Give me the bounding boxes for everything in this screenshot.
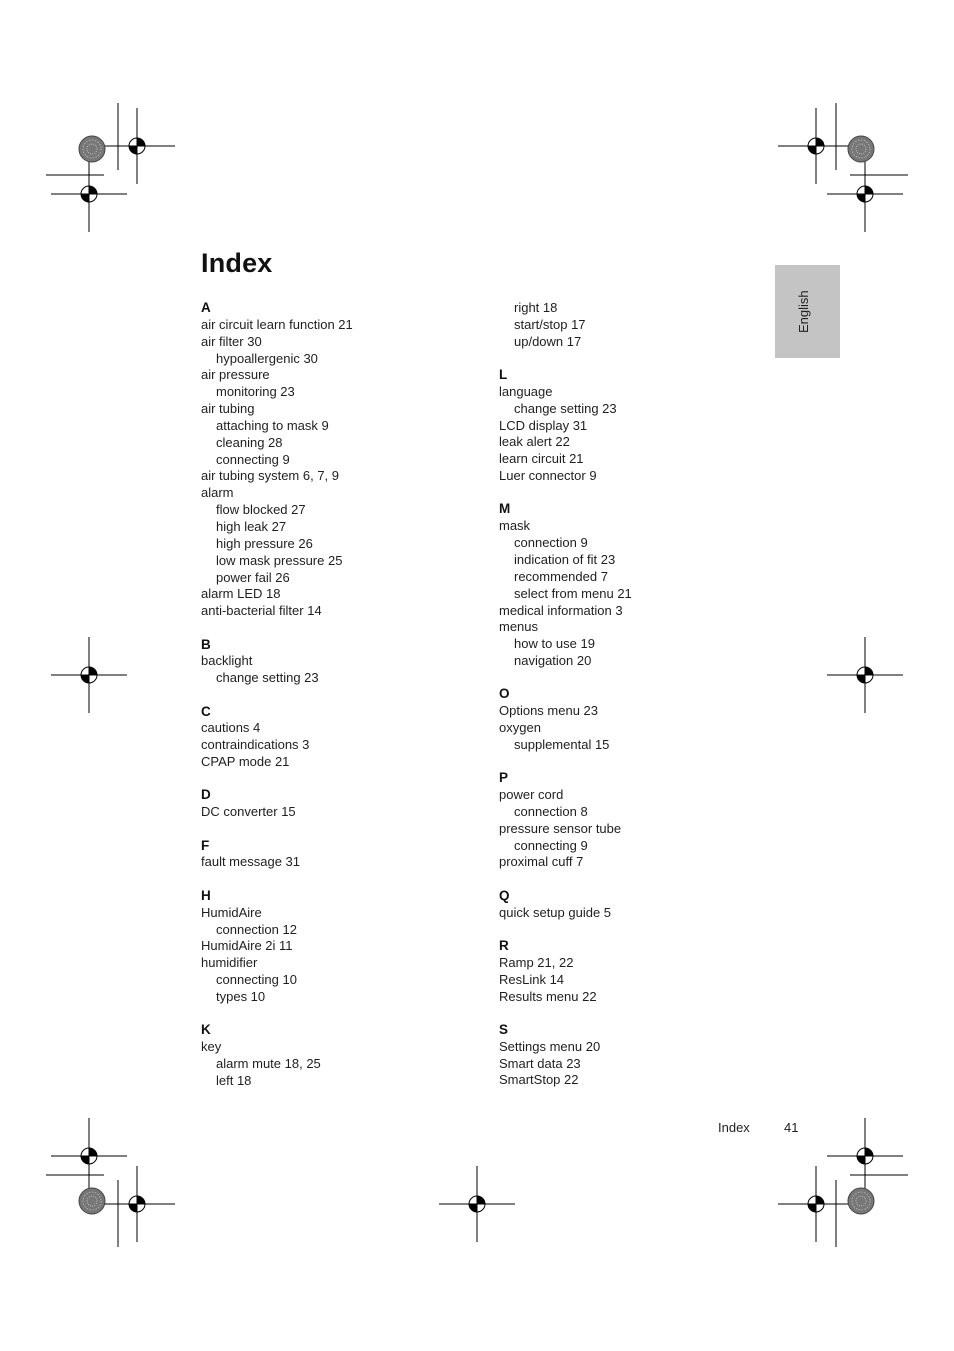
- index-entry: air pressure: [201, 367, 270, 383]
- index-subentry: start/stop 17: [514, 316, 586, 332]
- index-entry: humidifier: [201, 955, 258, 971]
- registration-mark: [827, 156, 903, 232]
- index-letter-heading: O: [499, 686, 510, 702]
- color-target-icon: [79, 136, 105, 162]
- color-target-icon: [79, 1188, 105, 1214]
- index-entry: power cord: [499, 787, 564, 803]
- registration-mark: [51, 1118, 127, 1194]
- index-entry: Results menu 22: [499, 988, 597, 1004]
- section-spacer: [201, 771, 471, 788]
- index-entry: leak alert 22: [499, 434, 570, 450]
- index-entry: oxygen: [499, 720, 541, 736]
- index-entry: proximal cuff 7: [499, 854, 584, 870]
- index-letter-heading: S: [499, 1021, 509, 1037]
- section-spacer: [201, 1006, 471, 1023]
- index-entry: air filter 30: [201, 333, 262, 349]
- index-letter-heading: D: [201, 787, 211, 803]
- section-spacer: [499, 485, 769, 502]
- index-entry: CPAP mode 21: [201, 754, 290, 770]
- index-subentry: connecting 10: [216, 972, 297, 988]
- index-entry: menus: [499, 619, 539, 635]
- registration-mark: [51, 637, 127, 713]
- index-subentry: connection 9: [514, 535, 588, 551]
- index-subentry: connection 12: [216, 921, 297, 937]
- index-entry: HumidAire: [201, 904, 262, 920]
- index-entry: Settings menu 20: [499, 1038, 601, 1054]
- section-spacer: [201, 871, 471, 888]
- index-subentry: hypoallergenic 30: [216, 350, 318, 366]
- index-entry: learn circuit 21: [499, 451, 584, 467]
- index-letter-heading: R: [499, 938, 509, 953]
- index-subentry: low mask pressure 25: [216, 552, 343, 568]
- index-subentry: indication of fit 23: [514, 551, 616, 567]
- index-letter-heading: F: [201, 837, 210, 853]
- color-target-icon: [848, 1188, 874, 1214]
- registration-mark: [778, 108, 854, 184]
- index-subentry: power fail 26: [216, 569, 290, 585]
- index-entry: HumidAire 2i 11: [201, 938, 293, 954]
- index-letter-heading: Q: [499, 887, 510, 903]
- index-entry: fault message 31: [201, 854, 301, 870]
- index-entry: air tubing: [201, 401, 255, 417]
- index-entry: anti-bacterial filter 14: [201, 603, 322, 619]
- index-subentry: connecting 9: [216, 451, 290, 467]
- registration-mark: [827, 637, 903, 713]
- index-letter-heading: H: [201, 887, 211, 903]
- section-spacer: [499, 871, 769, 888]
- index-letter-heading: A: [201, 300, 211, 315]
- index-subentry: monitoring 23: [216, 384, 295, 400]
- index-column-left: [201, 300, 471, 1090]
- index-entry: medical information 3: [499, 602, 623, 618]
- index-entry: Ramp 21, 22: [499, 954, 574, 970]
- index-entry: mask: [499, 518, 531, 534]
- index-subentry: supplemental 15: [514, 736, 610, 752]
- index-entry: Luer connector 9: [499, 468, 597, 484]
- index-letter-heading: K: [201, 1022, 211, 1038]
- registration-mark: [99, 1166, 175, 1242]
- index-entry: air circuit learn function 21: [201, 316, 353, 332]
- index-letter-heading: B: [201, 636, 211, 652]
- index-subentry: attaching to mask 9: [216, 417, 329, 433]
- language-tab-label: English: [796, 290, 811, 333]
- footer-section-label: Index: [718, 1120, 750, 1135]
- page-title: Index: [201, 248, 273, 278]
- section-spacer: [201, 821, 471, 838]
- index-entry: cautions 4: [201, 720, 261, 736]
- index-subentry: right 18: [514, 300, 558, 315]
- index-entry: quick setup guide 5: [499, 904, 612, 920]
- index-entry: backlight: [201, 653, 253, 669]
- index-entry: DC converter 15: [201, 804, 296, 820]
- registration-mark: [827, 1118, 903, 1194]
- index-entry: key: [201, 1039, 222, 1055]
- index-entry: alarm: [201, 485, 234, 501]
- index-letter-heading: P: [499, 770, 509, 786]
- index-entry: Smart data 23: [499, 1055, 581, 1071]
- index-subentry: high pressure 26: [216, 535, 313, 551]
- index-entry: alarm LED 18: [201, 586, 281, 602]
- index-subentry: navigation 20: [514, 653, 592, 669]
- section-spacer: [499, 670, 769, 687]
- index-subentry: high leak 27: [216, 518, 287, 534]
- registration-mark: [778, 1166, 854, 1242]
- section-spacer: [499, 351, 769, 368]
- index-entry: air tubing system 6, 7, 9: [201, 468, 340, 484]
- section-spacer: [499, 922, 769, 939]
- index-subentry: change setting 23: [216, 670, 319, 686]
- index-subentry: up/down 17: [514, 333, 582, 349]
- index-subentry: types 10: [216, 988, 266, 1004]
- section-spacer: [201, 620, 471, 637]
- index-subentry: select from menu 21: [514, 585, 632, 601]
- index-subentry: how to use 19: [514, 636, 595, 652]
- index-entry: ResLink 14: [499, 971, 565, 987]
- index-subentry: flow blocked 27: [216, 502, 306, 518]
- section-spacer: [499, 1005, 769, 1022]
- index-entry: SmartStop 22: [499, 1072, 579, 1088]
- index-subentry: change setting 23: [514, 400, 617, 416]
- index-subentry: alarm mute 18, 25: [216, 1055, 321, 1071]
- index-column-right: [499, 300, 769, 1089]
- index-subentry: cleaning 28: [216, 434, 283, 450]
- index-subentry: recommended 7: [514, 568, 608, 584]
- index-entry: pressure sensor tube: [499, 820, 622, 836]
- index-subentry: left 18: [216, 1072, 252, 1088]
- registration-mark: [99, 108, 175, 184]
- section-spacer: [499, 754, 769, 771]
- index-subentry: connecting 9: [514, 837, 588, 853]
- index-letter-heading: L: [499, 367, 508, 383]
- page-number: 41: [784, 1120, 799, 1135]
- index-letter-heading: C: [201, 703, 211, 719]
- registration-mark: [439, 1166, 515, 1242]
- registration-mark: [51, 156, 127, 232]
- index-entry: contraindications 3: [201, 737, 310, 753]
- index-letter-heading: M: [499, 501, 511, 517]
- section-spacer: [201, 687, 471, 704]
- index-entry: language: [499, 383, 553, 399]
- index-entry: LCD display 31: [499, 417, 588, 433]
- color-target-icon: [848, 136, 874, 162]
- index-entry: Options menu 23: [499, 703, 599, 719]
- index-subentry: connection 8: [514, 803, 588, 819]
